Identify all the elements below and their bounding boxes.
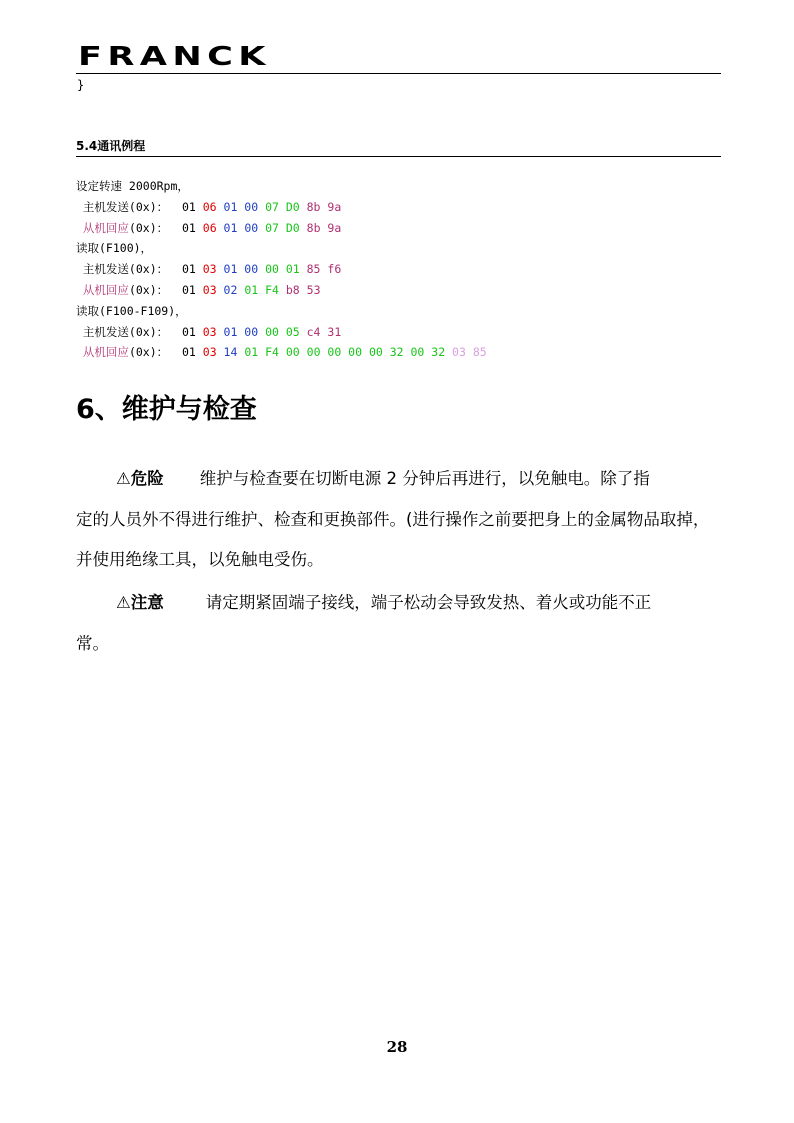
code-line xyxy=(76,280,487,301)
code-segment: 01 F4 xyxy=(244,282,286,297)
notice-text-rest: 常。 xyxy=(76,633,109,653)
code-segment: 03 xyxy=(202,282,224,297)
code-segment: 02 xyxy=(223,282,245,297)
code-segment: 从机回应 xyxy=(76,282,129,297)
section-title: 5.4通讯例程 xyxy=(76,139,146,153)
code-segment: 8b 9a xyxy=(306,220,342,235)
code-segment: 01 xyxy=(181,345,203,360)
code-segment: 读取(F100-F109)， xyxy=(76,303,187,318)
code-segment: 读取(F100)， xyxy=(76,241,153,256)
code-segment: 主机发送(0x)： xyxy=(76,324,182,339)
code-segment: 06 xyxy=(202,220,224,235)
section-rule xyxy=(76,156,721,157)
notice-label: ⚠注意 xyxy=(116,593,164,612)
code-segment: 00 05 xyxy=(265,324,307,339)
header-rule xyxy=(76,73,721,74)
code-segment: (0x)： xyxy=(128,220,182,235)
closing-brace: } xyxy=(77,78,85,92)
code-segment: 01 00 xyxy=(223,220,266,235)
communication-example-block xyxy=(76,176,487,363)
code-line xyxy=(76,301,487,322)
chapter-title: 6、维护与检查 xyxy=(76,394,257,425)
code-segment: b8 53 xyxy=(285,282,321,297)
code-segment: 01 F4 00 00 00 00 00 32 00 32 xyxy=(244,345,453,360)
code-line xyxy=(76,197,487,218)
code-segment: 从机回应 xyxy=(76,220,129,235)
code-segment: 01 xyxy=(181,262,203,277)
franck-logo: FRANCK xyxy=(78,42,271,72)
code-segment: 主机发送(0x)： xyxy=(76,199,182,214)
code-segment: 03 xyxy=(202,262,224,277)
code-segment: 8b 9a xyxy=(306,199,342,214)
code-segment: 设定转速 2000Rpm， xyxy=(76,179,189,193)
code-segment: 85 f6 xyxy=(306,262,342,277)
notice-text-line1: 请定期紧固端子接线，端子松动会导致发热、着火或功能不正 xyxy=(205,593,652,612)
code-segment: 03 85 xyxy=(452,345,487,360)
code-segment: 01 00 xyxy=(223,324,266,339)
code-segment: c4 31 xyxy=(306,324,342,339)
code-segment: 03 xyxy=(202,324,224,339)
code-segment: 00 01 xyxy=(265,262,307,277)
code-segment: (0x)： xyxy=(128,345,182,360)
code-line xyxy=(76,259,487,280)
code-segment: 14 xyxy=(223,345,245,360)
code-segment: 01 00 xyxy=(223,199,266,214)
code-line xyxy=(76,176,487,197)
code-segment: 从机回应 xyxy=(76,345,129,360)
code-segment: 01 xyxy=(181,199,203,214)
code-line xyxy=(76,342,487,363)
code-segment: 06 xyxy=(202,199,224,214)
code-segment: 07 D0 xyxy=(265,199,307,214)
danger-text-rest: 定的人员外不得进行维护、检查和更换部件。(进行操作之前要把身上的金属物品取掉，并使用绝缘工具，以免触电受伤。 xyxy=(76,509,710,569)
danger-text-line1: 维护与检查要在切断电源 2 分钟后再进行，以免触电。除了指 xyxy=(199,469,650,488)
code-segment: 01 xyxy=(181,324,203,339)
code-line xyxy=(76,238,487,259)
danger-label: ⚠危险 xyxy=(116,469,164,488)
code-segment: 01 00 xyxy=(223,262,266,277)
code-segment: 07 D0 xyxy=(265,220,307,235)
code-line xyxy=(76,218,487,239)
notice-paragraph xyxy=(76,583,720,664)
code-line xyxy=(76,322,487,343)
code-segment: (0x)： xyxy=(128,282,182,297)
page-number: 28 xyxy=(386,1038,408,1056)
code-segment: 01 xyxy=(181,282,203,297)
danger-paragraph xyxy=(76,459,720,581)
code-segment: 主机发送(0x)： xyxy=(76,262,182,277)
code-segment: 01 xyxy=(181,220,203,235)
code-segment: 03 xyxy=(202,345,224,360)
